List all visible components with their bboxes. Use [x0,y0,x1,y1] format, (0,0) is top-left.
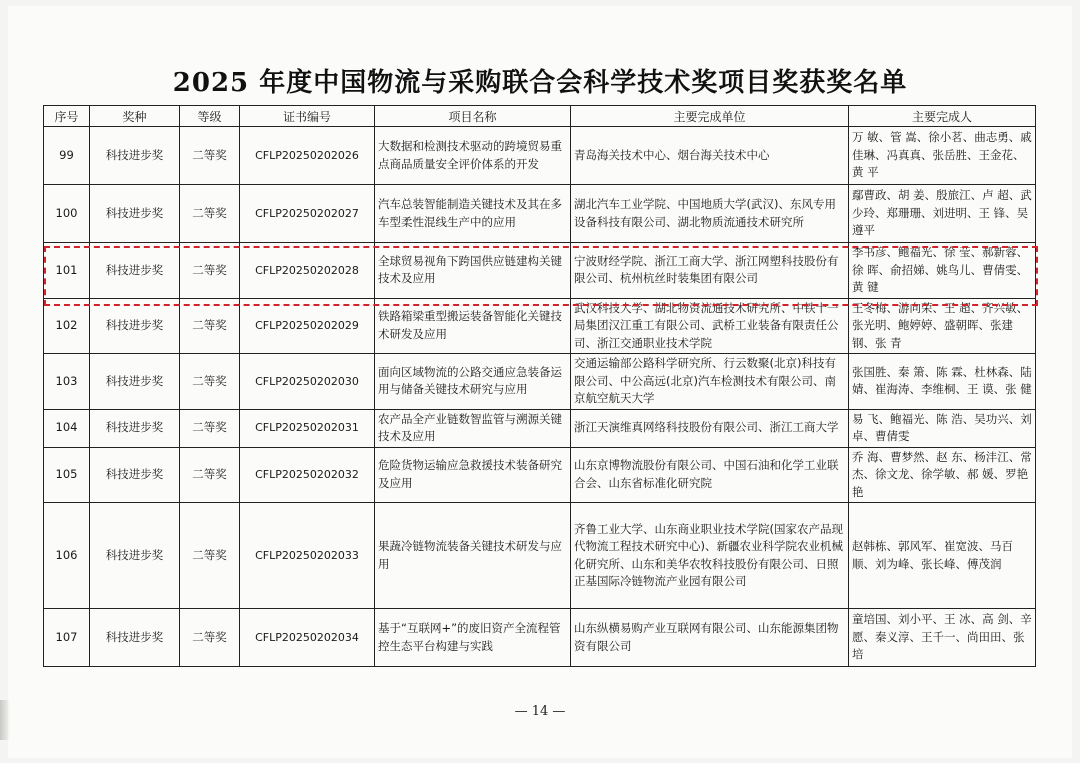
row-units: 武汉科技大学、湖北物资流通技术研究所、中铁十一局集团汉江重工有限公司、武桥工业装备有限责任公司、浙江交通职业技术学院 [571,298,849,354]
row-project-name: 面向区域物流的公路交通应急装备运用与储备关键技术研究与应用 [375,354,571,410]
header-grade: 等级 [180,106,240,127]
header-type: 奖种 [90,106,180,127]
row-cert-number: CFLP20250202031 [240,409,375,447]
row-grade: 二等奖 [180,354,240,410]
row-no: 102 [44,298,90,354]
row-project-name: 大数据和检测技术驱动的跨境贸易重点商品质量安全评价体系的开发 [375,127,571,185]
row-project-name: 全球贸易视角下跨国供应链建构关键技术及应用 [375,243,571,299]
table-row [44,503,1036,609]
row-people: 赵韩栋、郭风军、崔宽波、马百顺、刘为峰、张长峰、傅茂润 [849,503,1036,609]
row-cert-number: CFLP20250202028 [240,243,375,299]
row-award-type: 科技进步奖 [90,243,180,299]
row-no: 100 [44,185,90,243]
table-row [44,298,1036,354]
row-no: 104 [44,409,90,447]
row-grade: 二等奖 [180,447,240,503]
row-award-type: 科技进步奖 [90,354,180,410]
table-row [44,185,1036,243]
row-no: 106 [44,503,90,609]
row-units: 青岛海关技术中心、烟台海关技术中心 [571,127,849,185]
row-units: 浙江天演维真网络科技股份有限公司、浙江工商大学 [571,409,849,447]
row-units: 宁波财经学院、浙江工商大学、浙江网塑科技股份有限公司、杭州杭丝时装集团有限公司 [571,243,849,299]
row-award-type: 科技进步奖 [90,503,180,609]
header-no: 序号 [44,106,90,127]
row-people: 张国胜、秦 箫、陈 霖、杜林森、陆 婧、崔海涛、李维桐、王 谟、张 健 [849,354,1036,410]
row-grade: 二等奖 [180,243,240,299]
row-grade: 二等奖 [180,127,240,185]
award-table [43,105,1036,667]
row-people: 万 敏、管 嵩、徐小茗、曲志勇、戚佳琳、冯真真、张岳胜、王金花、黄 平 [849,127,1036,185]
row-project-name: 汽车总装智能制造关键技术及其在多车型柔性混线生产中的应用 [375,185,571,243]
table-row [44,409,1036,447]
table-row [44,447,1036,503]
row-cert-number: CFLP20250202029 [240,298,375,354]
header-cert: 证书编号 [240,106,375,127]
row-people: 童培国、刘小平、王 冰、高 剑、辛 愿、秦义淳、王千一、尚田田、张 培 [849,609,1036,667]
table-row [44,354,1036,410]
row-award-type: 科技进步奖 [90,127,180,185]
row-cert-number: CFLP20250202032 [240,447,375,503]
row-grade: 二等奖 [180,409,240,447]
row-grade: 二等奖 [180,609,240,667]
row-grade: 二等奖 [180,298,240,354]
row-people: 鄢曹政、胡 姜、殷旅江、卢 超、武少玲、郑珊珊、刘进明、王 锋、吴遵平 [849,185,1036,243]
row-cert-number: CFLP20250202033 [240,503,375,609]
row-units: 齐鲁工业大学、山东商业职业技术学院(国家农产品现代物流工程技术研究中心)、新疆农业科学院农业机械化研究所、山东和美华农牧科技股份有限公司、日照正基国际冷链物流产业园有限公司 [571,503,849,609]
row-units: 交通运输部公路科学研究所、行云数聚(北京)科技有限公司、中公高远(北京)汽车检测技术有限公司、南京航空航天大学 [571,354,849,410]
row-units: 山东京博物流股份有限公司、中国石油和化学工业联合会、山东省标准化研究院 [571,447,849,503]
row-grade: 二等奖 [180,185,240,243]
row-award-type: 科技进步奖 [90,185,180,243]
row-units: 山东纵横易购产业互联网有限公司、山东能源集团物资有限公司 [571,609,849,667]
row-grade: 二等奖 [180,503,240,609]
row-no: 99 [44,127,90,185]
row-project-name: 铁路箱梁重型搬运装备智能化关键技术研发及应用 [375,298,571,354]
row-award-type: 科技进步奖 [90,609,180,667]
header-people: 主要完成人 [849,106,1036,127]
row-award-type: 科技进步奖 [90,298,180,354]
row-cert-number: CFLP20250202026 [240,127,375,185]
row-cert-number: CFLP20250202027 [240,185,375,243]
row-units: 湖北汽车工业学院、中国地质大学(武汉)、东风专用设备科技有限公司、湖北物质流通技术研究所 [571,185,849,243]
table-row [44,609,1036,667]
header-units: 主要完成单位 [571,106,849,127]
table-header-row [44,106,1036,127]
row-no: 101 [44,243,90,299]
header-project: 项目名称 [375,106,571,127]
page-number: — 14 — [514,704,566,719]
row-no: 105 [44,447,90,503]
row-people: 易 飞、鲍福光、陈 浩、吴功兴、刘 卓、曹倩雯 [849,409,1036,447]
row-award-type: 科技进步奖 [90,447,180,503]
row-no: 107 [44,609,90,667]
table-row [44,243,1036,299]
row-cert-number: CFLP20250202030 [240,354,375,410]
row-project-name: 果蔬冷链物流装备关键技术研发与应用 [375,503,571,609]
row-people: 乔 海、曹梦然、赵 东、杨沣江、常 杰、徐文龙、徐学敏、郝 媛、罗艳艳 [849,447,1036,503]
row-project-name: 基于“互联网+”的废旧资产全流程管控生态平台构建与实践 [375,609,571,667]
row-award-type: 科技进步奖 [90,409,180,447]
row-cert-number: CFLP20250202034 [240,609,375,667]
row-project-name: 农产品全产业链数智监管与溯源关键技术及应用 [375,409,571,447]
row-people: 王冬梅、游向荣、王 超、齐兴敏、张光明、鲍婷婷、盛朝晖、张建钢、张 青 [849,298,1036,354]
row-project-name: 危险货物运输应急救援技术装备研究及应用 [375,447,571,503]
row-people: 李书彦、鲍福光、徐 莹、郝新蓉、徐 晖、俞招娣、姚鸟儿、曹倩雯、黄 键 [849,243,1036,299]
row-no: 103 [44,354,90,410]
table-row [44,127,1036,185]
page-title: 2025 年度中国物流与采购联合会科学技术奖项目奖获奖名单 [172,68,908,98]
